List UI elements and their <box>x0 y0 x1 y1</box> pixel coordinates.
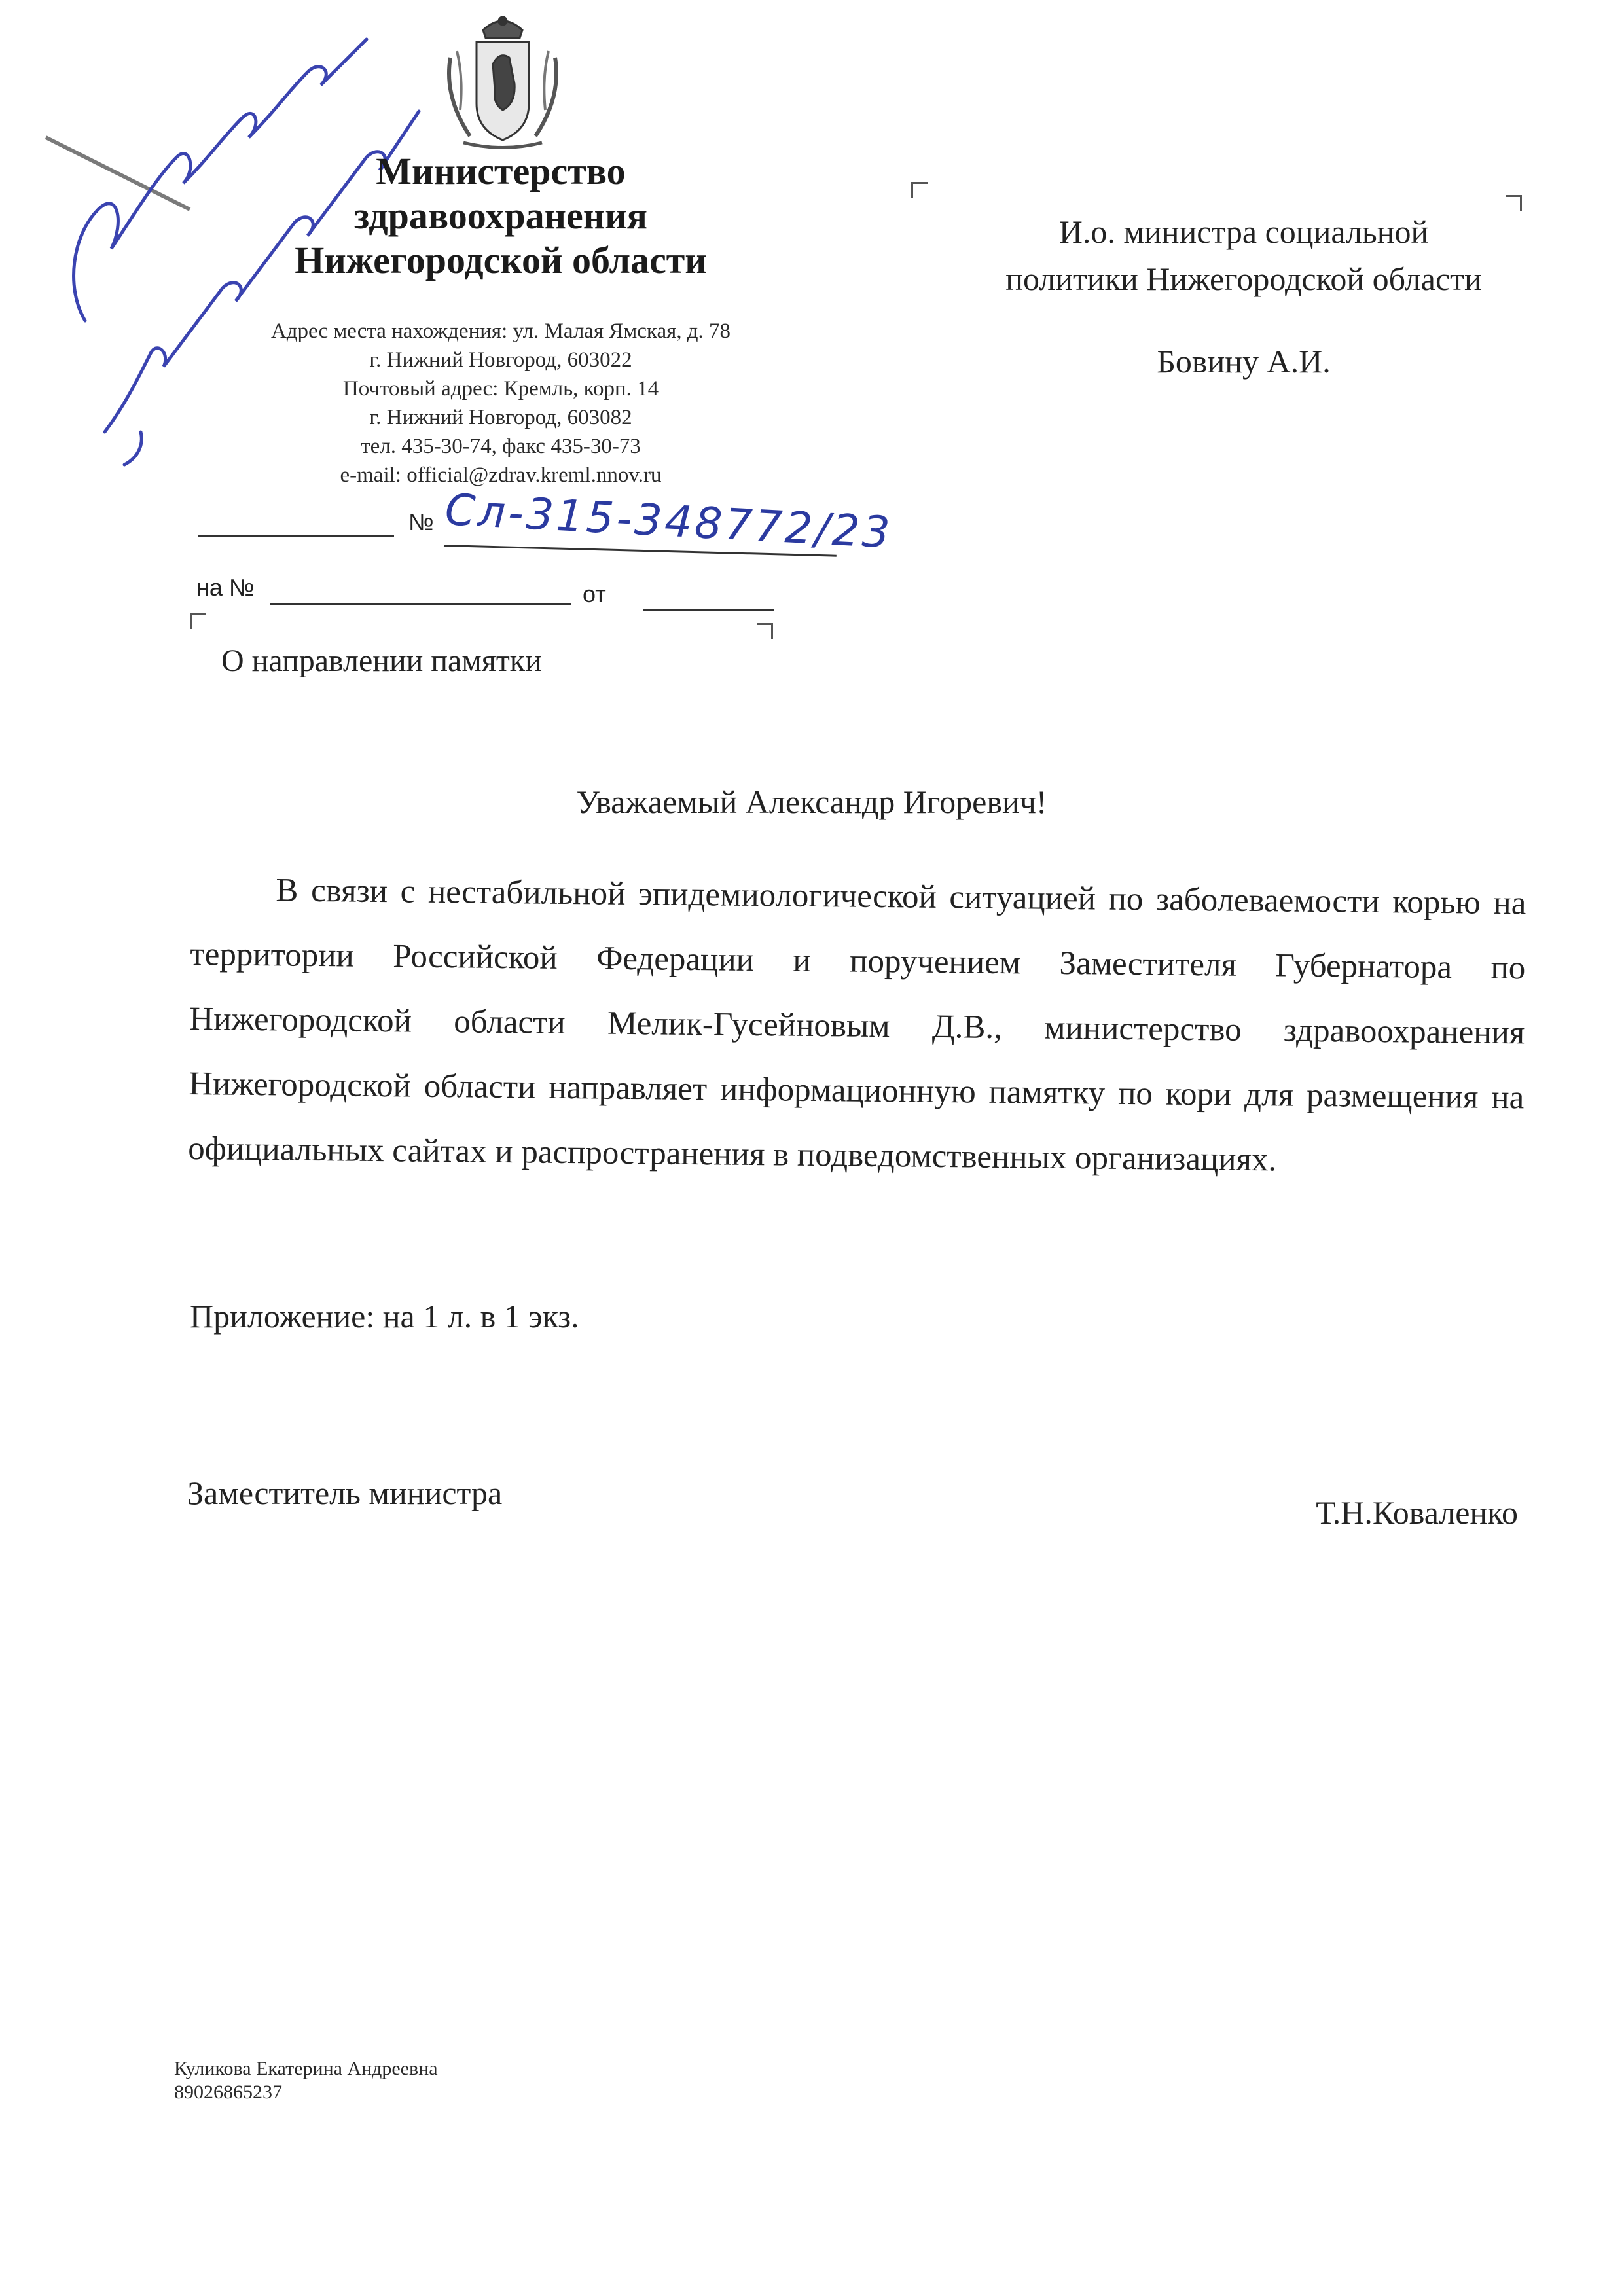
reply-underline <box>270 603 571 605</box>
address-line: г. Нижний Новгород, 603082 <box>369 406 632 429</box>
organization-name-line: Нижегородской области <box>295 239 707 281</box>
addressee-position-line: И.о. министра социальной <box>1058 213 1429 250</box>
addressee-position-line: политики Нижегородской области <box>1005 260 1482 297</box>
organization-name-line: здравоохранения <box>354 194 647 237</box>
signer-name: Т.Н.Коваленко <box>1316 1494 1518 1531</box>
address-line: тел. 435-30-74, факс 435-30-73 <box>361 435 641 458</box>
address-line: e-mail: official@zdrav.kreml.nnov.ru <box>340 463 662 487</box>
from-label: от <box>583 581 606 607</box>
reply-label: на № <box>196 574 255 601</box>
subject-corner-right <box>757 623 773 639</box>
letter-subject: О направлении памятки <box>221 643 542 678</box>
executor-name: Куликова Екатерина Андреевна <box>174 2058 438 2079</box>
organization-name <box>196 149 805 283</box>
subject-corner-left <box>190 613 206 629</box>
number-prefix: № <box>408 509 434 535</box>
executor-phone: 89026865237 <box>174 2081 282 2103</box>
organization-address <box>196 317 805 490</box>
addressee-position <box>943 208 1545 302</box>
attachment-note: Приложение: на 1 л. в 1 экз. <box>190 1298 579 1335</box>
signer-position: Заместитель министра <box>187 1475 503 1511</box>
address-line: Почтовый адрес: Кремль, корп. 14 <box>342 377 659 401</box>
nizhny-novgorod-coat-of-arms-icon <box>437 12 568 151</box>
address-line: г. Нижний Новгород, 603022 <box>369 348 632 372</box>
letter-body: В связи с нестабильной эпидемиологической ситуацией по заболеваемости корью на территории Российской Федерации и поручением Заместителя Губернатора по Нижегородской области Мелик-Гусейновым Д.В., министерство здравоохранения Нижегородской области направляет информационную памятку по кори для размещения на официальных сайтах и распространения в подведомственных организациях. <box>188 872 1526 1179</box>
addressee-corner-left <box>911 182 928 198</box>
handwritten-registration-number: Сл-315-348772/23 <box>443 484 894 558</box>
organization-name-line: Министерство <box>376 150 626 192</box>
address-line: Адрес места нахождения: ул. Малая Ямская, д. 78 <box>270 319 731 343</box>
addressee-name: Бовину А.И. <box>1157 343 1331 380</box>
executor-info <box>174 2057 438 2104</box>
from-underline <box>643 609 774 611</box>
date-underline <box>198 535 394 537</box>
salutation: Уважаемый Александр Игоревич! <box>576 783 1047 820</box>
